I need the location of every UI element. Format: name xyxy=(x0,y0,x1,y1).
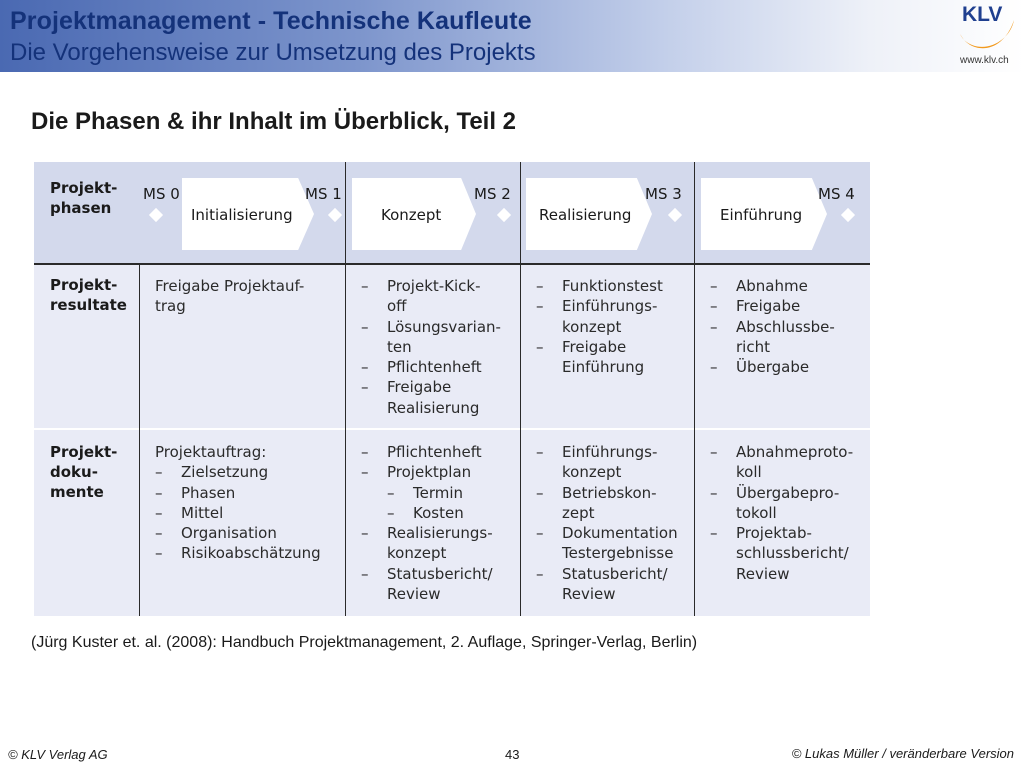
cell-text: Pflichtenheft xyxy=(387,443,482,461)
cell-line xyxy=(361,564,493,584)
bullet-dash: – xyxy=(710,297,718,316)
cell-line xyxy=(361,584,493,604)
cell-line xyxy=(361,276,501,296)
cell-line xyxy=(361,523,493,543)
cell-text: Abschlussbe- xyxy=(736,317,835,336)
row-label-phases xyxy=(50,178,117,218)
cell-line xyxy=(361,317,501,337)
cell-text: Zielsetzung xyxy=(181,463,269,482)
milestone-label: MS 3 xyxy=(645,185,682,203)
bullet-dash: – xyxy=(387,503,395,522)
row-label-line: doku- xyxy=(50,463,98,481)
bullet-dash: – xyxy=(536,443,544,461)
cell-text: zept xyxy=(562,503,595,522)
bullet-dash: – xyxy=(155,524,163,543)
cell-line xyxy=(361,357,501,377)
cell-line xyxy=(361,296,501,316)
bullet-dash: – xyxy=(361,524,369,543)
slide-header xyxy=(0,0,1024,72)
bullet-dash: – xyxy=(536,524,544,543)
cell-text: Kosten xyxy=(413,503,464,522)
bullet-dash: – xyxy=(536,337,544,356)
cell-text: Statusbericht/ xyxy=(562,564,668,583)
cell-line xyxy=(155,276,304,296)
cell-line xyxy=(536,564,678,584)
bullet-dash: – xyxy=(710,317,718,336)
cell-line xyxy=(710,483,853,503)
cell-text: Termin xyxy=(413,483,464,502)
cell-line xyxy=(155,462,321,482)
bullet-dash: – xyxy=(155,483,163,502)
milestone-label: MS 4 xyxy=(818,185,855,203)
cell-line xyxy=(536,276,663,296)
bullet-dash: – xyxy=(387,483,395,502)
row-label-documents xyxy=(50,442,117,502)
bullet-dash: – xyxy=(536,297,544,316)
cell-line xyxy=(361,398,501,418)
cell-line xyxy=(361,462,493,482)
phase-label: Einführung xyxy=(720,206,803,224)
cell-text: ten xyxy=(387,337,412,356)
row-divider xyxy=(34,428,870,430)
bullet-dash: – xyxy=(710,483,718,502)
row-label-line: Projekt- xyxy=(50,443,118,461)
bullet-dash: – xyxy=(361,277,369,295)
cell-text: Abnahme xyxy=(736,277,808,295)
bullet-dash: – xyxy=(361,317,369,336)
cell-text: richt xyxy=(736,337,770,356)
footer-publisher: © KLV Verlag AG xyxy=(8,747,108,762)
milestone-label: MS 1 xyxy=(305,185,342,203)
cell-text: Einführung xyxy=(562,358,645,377)
cell-text: Review xyxy=(736,564,790,583)
bullet-dash: – xyxy=(710,443,718,461)
cell-text: Übergabepro- xyxy=(736,483,840,502)
cell-line xyxy=(155,483,321,503)
phase-label: Konzept xyxy=(381,206,442,224)
cell-line xyxy=(710,543,853,563)
cell-text: trag xyxy=(155,297,186,316)
results-cell-initialisierung xyxy=(155,276,304,317)
cell-text: Dokumentation xyxy=(562,524,678,543)
cell-text: Einführungs- xyxy=(562,443,658,461)
cell-text: konzept xyxy=(387,544,447,563)
slide-subtitle: Die Vorgehensweise zur Umsetzung des Projekts xyxy=(10,39,536,66)
row-label-line: resultate xyxy=(50,296,127,314)
cell-text: schlussbericht/ xyxy=(736,544,849,563)
cell-text: Organisation xyxy=(181,524,277,543)
column-divider xyxy=(139,263,140,616)
cell-line xyxy=(155,296,304,316)
documents-cell-realisierung xyxy=(536,442,678,604)
cell-line xyxy=(155,523,321,543)
bullet-dash: – xyxy=(536,564,544,583)
cell-text: konzept xyxy=(562,463,622,482)
bullet-dash: – xyxy=(361,378,369,397)
bullet-dash: – xyxy=(155,503,163,522)
section-title: Die Phasen & ihr Inhalt im Überblick, Teil 2 xyxy=(31,108,517,135)
bullet-dash: – xyxy=(155,463,163,482)
row-label-line: Projekt- xyxy=(50,276,118,294)
column-divider xyxy=(520,162,521,616)
cell-line xyxy=(710,503,853,523)
cell-line xyxy=(710,317,835,337)
cell-line xyxy=(536,462,678,482)
logo-url: www.klv.ch xyxy=(960,55,1009,66)
documents-cell-initialisierung xyxy=(155,442,321,564)
cell-text: Betriebskon- xyxy=(562,483,657,502)
cell-text: Statusbericht/ xyxy=(387,564,493,583)
cell-line xyxy=(536,296,663,316)
cell-text: Funktionstest xyxy=(562,277,663,295)
documents-cell-konzept xyxy=(361,442,493,604)
cell-text: Phasen xyxy=(181,483,236,502)
cell-text: Projekt-Kick- xyxy=(387,277,481,295)
cell-line xyxy=(710,357,835,377)
cell-text: Projektab- xyxy=(736,524,812,543)
cell-line xyxy=(710,337,835,357)
cell-line xyxy=(536,503,678,523)
cell-line xyxy=(361,337,501,357)
cell-text: Übergabe xyxy=(736,358,810,377)
cell-text: tokoll xyxy=(736,503,777,522)
cell-line xyxy=(361,377,501,397)
bullet-dash: – xyxy=(155,544,163,563)
cell-line xyxy=(361,483,493,503)
cell-line xyxy=(536,483,678,503)
source-citation: (Jürg Kuster et. al. (2008): Handbuch Projektmanagement, 2. Auflage, Springer-Verlag, Berlin) xyxy=(31,634,698,651)
cell-line xyxy=(536,543,678,563)
cell-line xyxy=(536,442,678,462)
bullet-dash: – xyxy=(710,277,718,295)
bullet-dash: – xyxy=(361,564,369,583)
cell-text: Projektauftrag: xyxy=(155,443,267,461)
results-cell-konzept xyxy=(361,276,501,418)
logo-text: KLV xyxy=(962,3,1003,26)
bullet-dash: – xyxy=(361,443,369,461)
cell-text: Testergebnisse xyxy=(562,544,674,563)
documents-cell-einfuehrung xyxy=(710,442,853,584)
milestone-label: MS 2 xyxy=(474,185,511,203)
cell-text: Freigabe xyxy=(387,378,452,397)
bullet-dash: – xyxy=(536,277,544,295)
cell-text: Mittel xyxy=(181,503,224,522)
column-divider xyxy=(345,162,346,616)
cell-text: off xyxy=(387,297,407,316)
cell-text: Abnahmeproto- xyxy=(736,443,854,461)
row-label-line: Projekt- xyxy=(50,179,118,197)
row-label-line: phasen xyxy=(50,199,112,217)
cell-text: konzept xyxy=(562,317,622,336)
cell-line xyxy=(361,503,493,523)
page-number: 43 xyxy=(505,747,520,762)
row-divider xyxy=(34,263,870,265)
row-label-line: mente xyxy=(50,483,104,501)
klv-logo xyxy=(952,4,1018,68)
cell-text: Review xyxy=(562,585,616,604)
cell-line xyxy=(361,442,493,462)
cell-line xyxy=(536,357,663,377)
column-divider xyxy=(694,162,695,616)
bullet-dash: – xyxy=(536,483,544,502)
cell-line xyxy=(361,543,493,563)
phase-label: Initialisierung xyxy=(191,206,293,224)
cell-text: Projektplan xyxy=(387,463,472,482)
bullet-dash: – xyxy=(710,358,718,377)
cell-text: koll xyxy=(736,463,762,482)
cell-text: Einführungs- xyxy=(562,297,658,316)
cell-text: Risikoabschätzung xyxy=(181,544,321,563)
cell-line xyxy=(536,523,678,543)
cell-text: Freigabe xyxy=(736,297,801,316)
slide-title: Projektmanagement - Technische Kaufleute xyxy=(10,7,532,35)
footer-author: © Lukas Müller / veränderbare Version xyxy=(791,746,1014,761)
cell-text: Realisierungs- xyxy=(387,524,493,543)
cell-line xyxy=(710,296,835,316)
cell-text: Review xyxy=(387,585,441,604)
bullet-dash: – xyxy=(361,358,369,377)
cell-line xyxy=(710,442,853,462)
cell-text: Pflichtenheft xyxy=(387,358,482,377)
cell-line xyxy=(710,462,853,482)
cell-text: Freigabe xyxy=(562,337,627,356)
cell-line xyxy=(536,317,663,337)
cell-line xyxy=(155,442,321,462)
cell-line xyxy=(710,564,853,584)
milestone-label: MS 0 xyxy=(143,185,180,203)
phase-table xyxy=(34,162,870,616)
cell-line xyxy=(155,503,321,523)
row-label-results xyxy=(50,275,127,315)
cell-text: Freigabe Projektauf- xyxy=(155,277,305,295)
phase-label: Realisierung xyxy=(539,206,632,224)
results-cell-realisierung xyxy=(536,276,663,377)
cell-text: Lösungsvarian- xyxy=(387,317,501,336)
results-cell-einfuehrung xyxy=(710,276,835,377)
bullet-dash: – xyxy=(361,463,369,482)
cell-text: Realisierung xyxy=(387,398,480,417)
cell-line xyxy=(536,584,678,604)
cell-line xyxy=(710,523,853,543)
cell-line xyxy=(155,543,321,563)
bullet-dash: – xyxy=(710,524,718,543)
cell-line xyxy=(536,337,663,357)
cell-line xyxy=(710,276,835,296)
